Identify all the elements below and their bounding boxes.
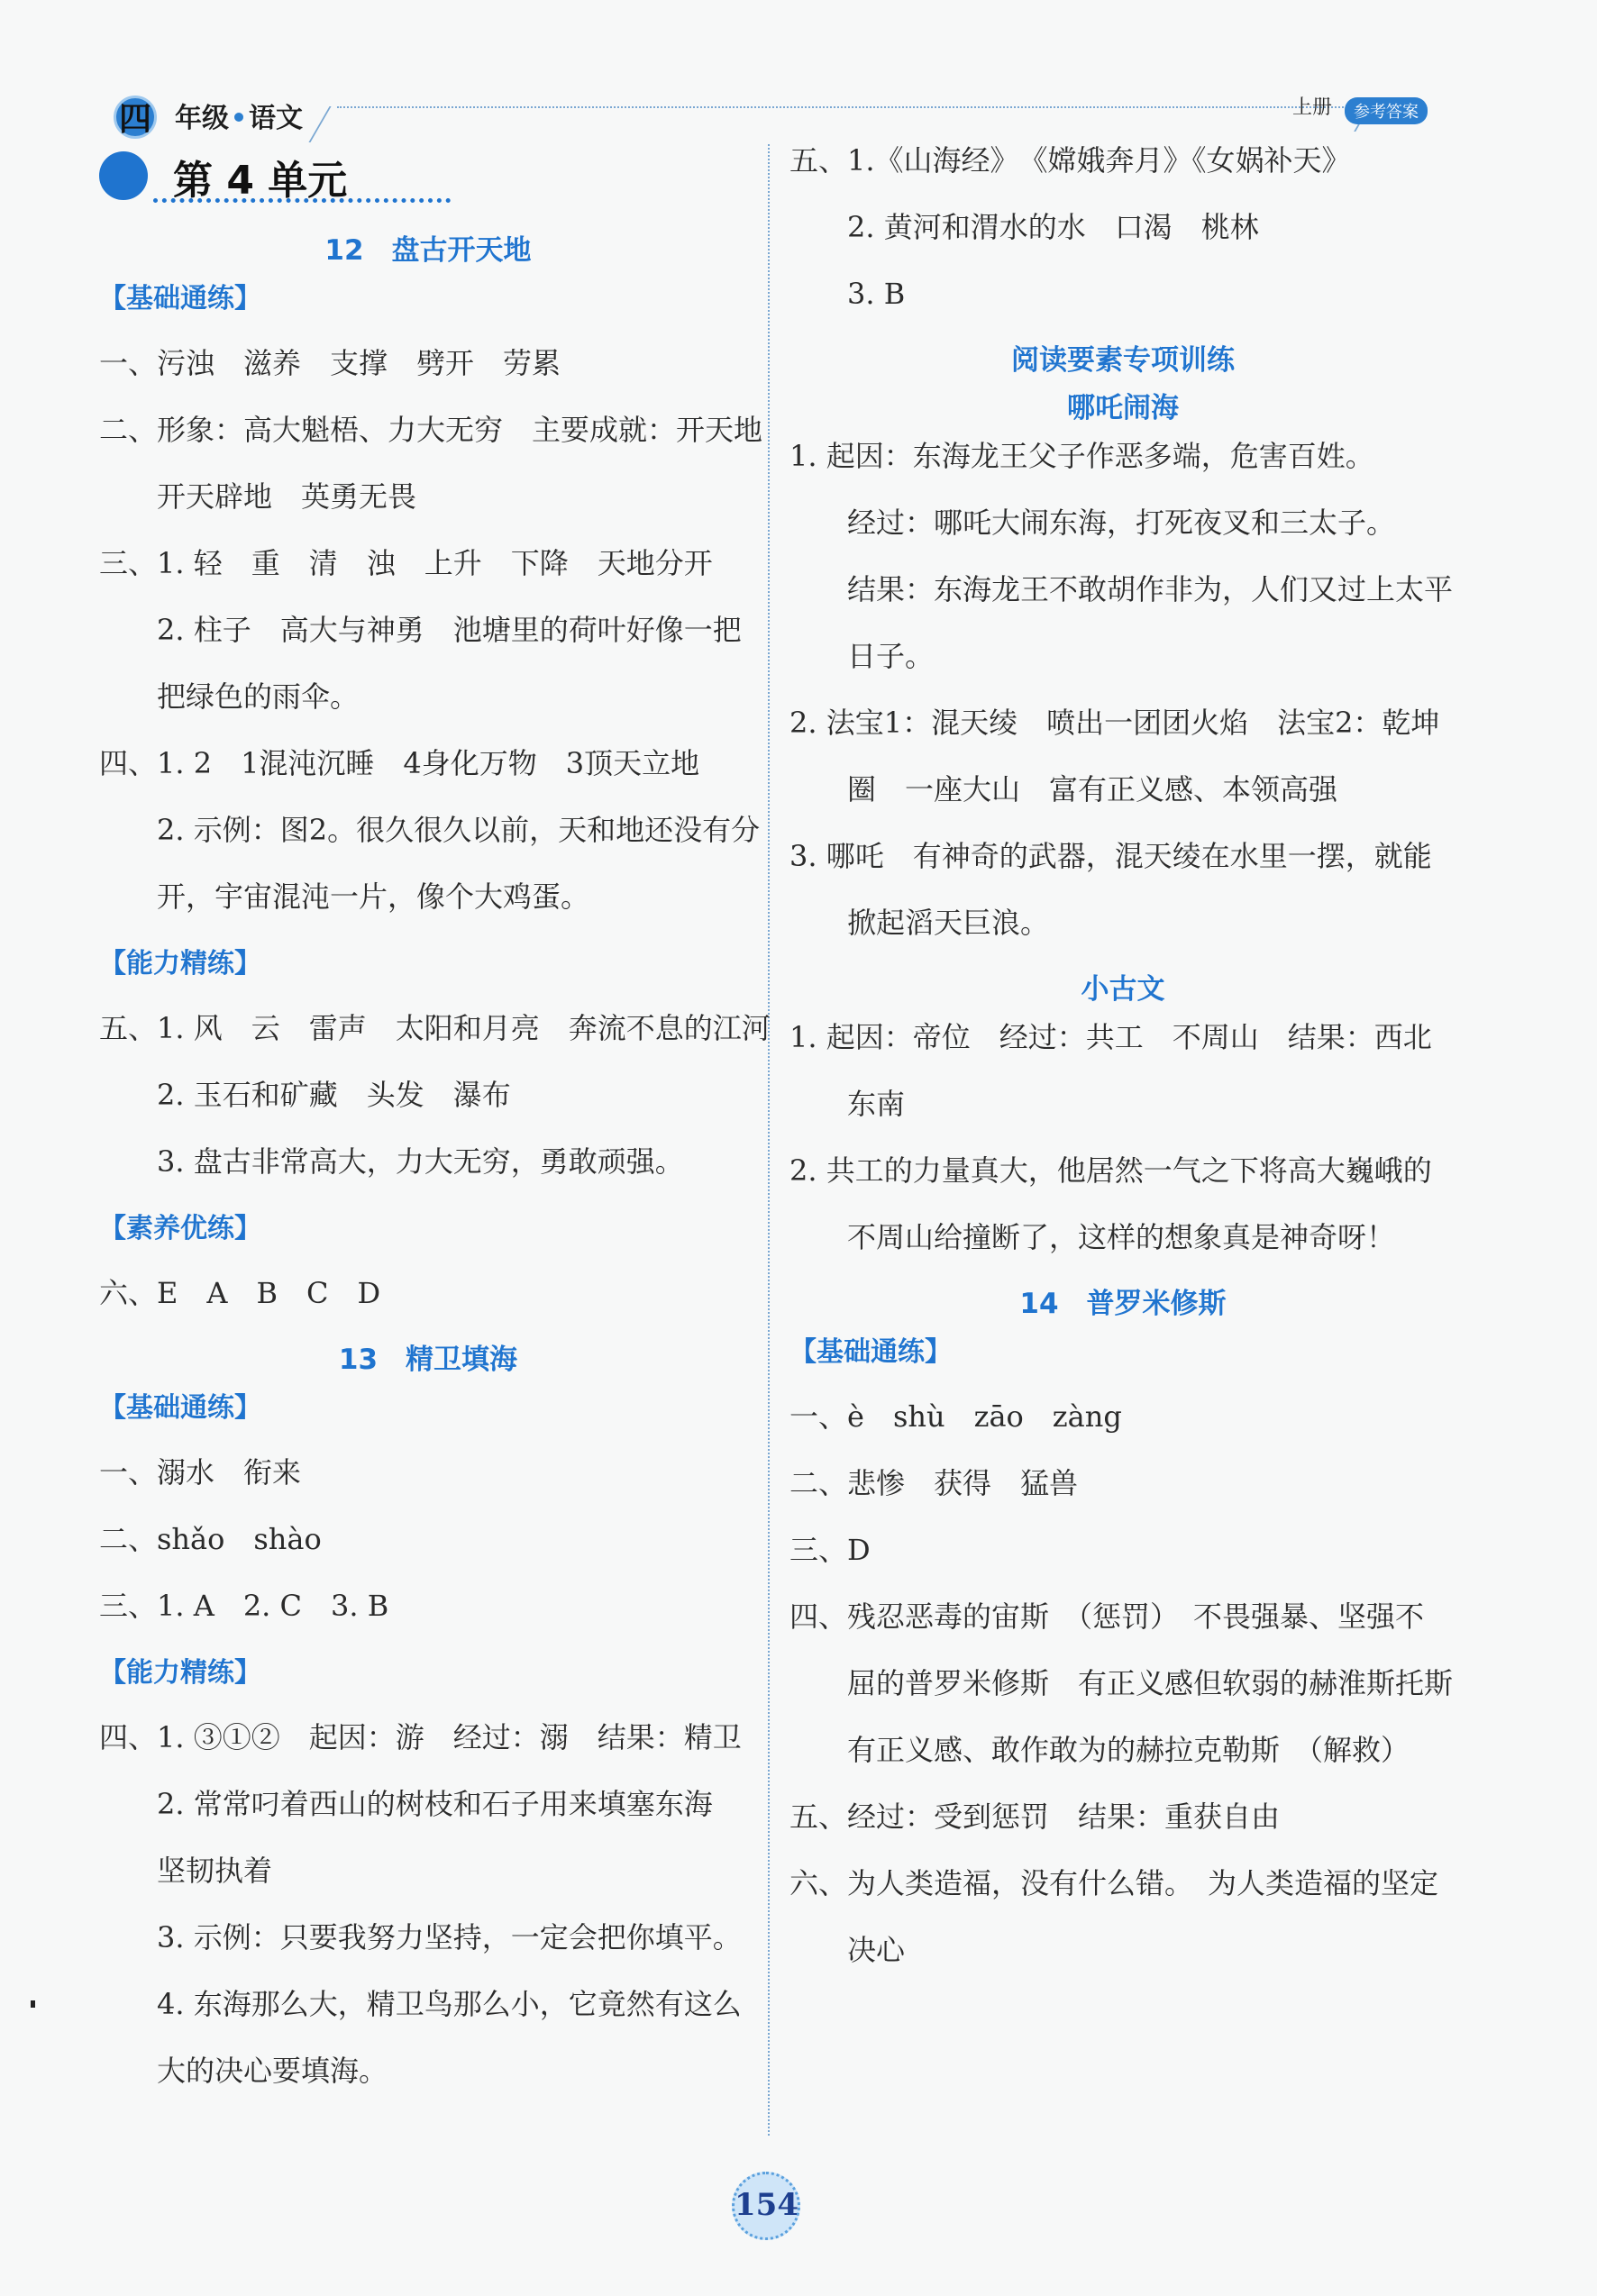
answer-line-continued: 把绿色的雨伞。 <box>157 679 360 714</box>
answer-line: 四、1. 2 1混沌沉睡 4身化万物 3顶天立地 <box>99 746 700 780</box>
unit-title-text: 第 4 单元 <box>173 158 348 204</box>
answer-line-continued: 3. 示例：只要我努力坚持，一定会把你填平。 <box>157 1920 742 1954</box>
answer-line: 1. 起因：东海龙王父子作恶多端，危害百姓。 <box>789 439 1374 473</box>
grade-badge: 四 <box>114 96 157 139</box>
answer-line: 四、1. ③①② 起因：游 经过：溺 结果：精卫 <box>99 1720 742 1754</box>
subject-label: 语文 <box>249 103 303 134</box>
answer-line: 四、残忍恶毒的宙斯 （惩罚） 不畏强暴、坚强不 <box>789 1599 1425 1634</box>
column-divider <box>768 144 770 2136</box>
answer-line-continued: 3. B <box>847 277 906 311</box>
answer-line-continued: 圈 一座大山 富有正义感、本领高强 <box>847 772 1338 806</box>
answer-line: 1. 起因：帝位 经过：共工 不周山 结果：西北 <box>789 1020 1432 1054</box>
bullet-dot-icon <box>234 113 243 122</box>
answer-line-continued: 决心 <box>847 1933 906 1967</box>
right-column <box>789 144 1456 2000</box>
answer-line-continued: 东南 <box>847 1087 906 1121</box>
answer-line: 六、E A B C D <box>99 1276 381 1310</box>
answer-line-continued: 有正义感、敢作敢为的赫拉克勒斯 （解救） <box>847 1733 1410 1767</box>
answer-line-continued: 开，宇宙混沌一片，像个大鸡蛋。 <box>157 879 590 914</box>
page-header <box>114 88 1447 142</box>
lesson-title: 14 普罗米修斯 <box>1019 1288 1227 1320</box>
lesson-title: 哪吒闹海 <box>1067 392 1179 424</box>
margin-mark <box>31 2000 35 2008</box>
unit-title-underline <box>153 198 451 203</box>
answer-line: 五、1. 风 云 雷声 太阳和月亮 奔流不息的江河 <box>99 1011 771 1045</box>
section-heading: 【基础通练】 <box>99 1392 261 1424</box>
left-column <box>99 220 771 2121</box>
answer-line: 三、D <box>789 1533 871 1567</box>
answer-line: 二、shǎo shào <box>99 1522 322 1556</box>
answer-line: 三、1. 轻 重 清 浊 上升 下降 天地分开 <box>99 546 713 580</box>
answer-line-continued: 日子。 <box>847 639 935 673</box>
answer-line-continued: 大的决心要填海。 <box>157 2054 388 2088</box>
grade-subject-label <box>175 96 303 135</box>
answer-line-continued: 4. 东海那么大，精卫鸟那么小，它竟然有这么 <box>157 1987 742 2021</box>
answer-line-continued: 屈的普罗米修斯 有正义感但软弱的赫淮斯托斯 <box>847 1666 1454 1700</box>
section-heading: 【能力精练】 <box>99 1657 261 1689</box>
section-heading: 【基础通练】 <box>789 1336 952 1368</box>
section-heading: 【能力精练】 <box>99 948 261 979</box>
answer-line-continued: 2. 黄河和渭水的水 口渴 桃林 <box>847 210 1259 244</box>
answer-line-continued: 3. 盘古非常高大，力大无穷，勇敢顽强。 <box>157 1144 684 1179</box>
answer-line-continued: 2. 柱子 高大与神勇 池塘里的荷叶好像一把 <box>157 613 742 647</box>
answer-line-continued: 掀起滔天巨浪。 <box>847 906 1050 940</box>
answer-line-continued: 坚韧执着 <box>157 1854 273 1888</box>
answer-line: 一、è shù zāo zàng <box>789 1399 1122 1434</box>
page-number: 154 <box>732 2172 800 2240</box>
answer-line-continued: 2. 示例：图2。很久很久以前，天和地还没有分 <box>157 813 761 847</box>
volume-label: 上册 <box>1292 96 1333 119</box>
answer-line: 六、为人类造福，没有什么错。 为人类造福的坚定 <box>789 1866 1439 1900</box>
answer-tag: 参考答案 <box>1345 97 1428 124</box>
answer-line: 一、污浊 滋养 支撑 劈开 劳累 <box>99 346 561 380</box>
lesson-title: 12 盘古开天地 <box>324 234 532 267</box>
unit-circle-icon <box>99 151 148 200</box>
lesson-title: 小古文 <box>1081 973 1165 1006</box>
answer-line: 3. 哪吒 有神奇的武器，混天绫在水里一摆，就能 <box>789 839 1432 873</box>
answer-line: 五、经过：受到惩罚 结果：重获自由 <box>789 1799 1281 1834</box>
answer-line-continued: 结果：东海龙王不敢胡作非为，人们又过上太平 <box>847 572 1454 606</box>
answer-line-continued: 2. 常常叼着西山的树枝和石子用来填塞东海 <box>157 1787 713 1821</box>
header-divider <box>308 106 331 142</box>
answer-line: 二、悲惨 获得 猛兽 <box>789 1466 1079 1500</box>
section-heading: 【素养优练】 <box>99 1213 261 1244</box>
answer-line-continued: 开天辟地 英勇无畏 <box>157 479 417 514</box>
answer-line-continued: 2. 玉石和矿藏 头发 瀑布 <box>157 1078 511 1112</box>
lesson-title: 13 精卫填海 <box>338 1344 518 1376</box>
answer-line: 一、溺水 衔来 <box>99 1455 302 1490</box>
answer-line: 二、形象：高大魁梧、力大无穷 主要成就：开天地 <box>99 413 763 447</box>
answer-line: 三、1. A 2. C 3. B <box>99 1589 389 1623</box>
answer-line-continued: 不周山给撞断了，这样的想象真是神奇呀！ <box>847 1220 1396 1254</box>
grade-label: 年级 <box>175 103 229 134</box>
lesson-title: 阅读要素专项训练 <box>1011 344 1235 377</box>
section-heading: 【基础通练】 <box>99 283 261 314</box>
answer-line: 2. 法宝1：混天绫 喷出一团团火焰 法宝2：乾坤 <box>789 706 1440 740</box>
answer-line: 五、1.《山海经》 《嫦娥奔月》《女娲补天》 <box>789 143 1351 178</box>
answer-line-continued: 经过：哪吒大闹东海，打死夜叉和三太子。 <box>847 506 1396 540</box>
header-dotted-line <box>337 106 1364 108</box>
answer-line: 2. 共工的力量真大，他居然一气之下将高大巍峨的 <box>789 1153 1432 1188</box>
